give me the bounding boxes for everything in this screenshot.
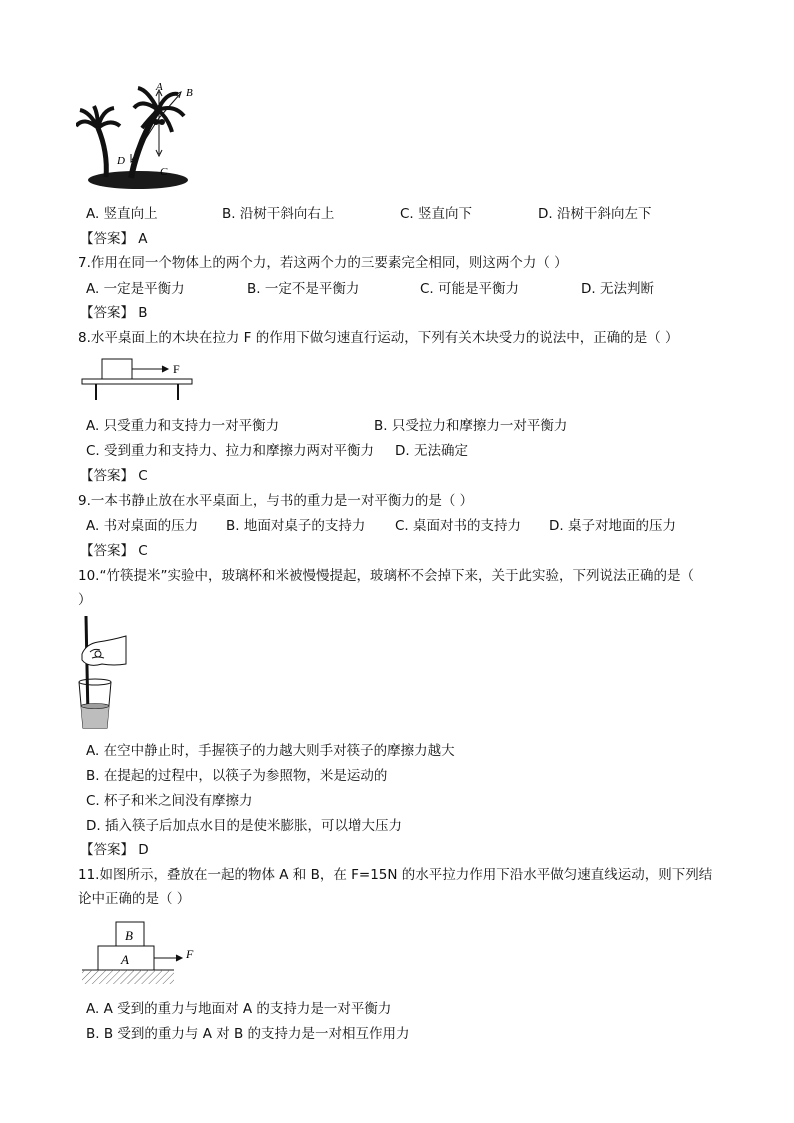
answer-value: C [138,543,148,559]
q7-stem: 7.作用在同一个物体上的两个力，若这两个力的三要素完全相同，则这两个力（ ） [78,255,568,271]
answer-value: A [138,231,148,247]
q6-answer [80,230,148,248]
answer-label: 【答案】 [80,543,134,559]
fig-label-c: C [160,166,168,178]
answer-label: 【答案】 [80,468,134,484]
q8-option-c: C. 受到重力和支持力、拉力和摩擦力两对平衡力 [86,443,375,459]
q7-answer [80,304,148,322]
fig-label-f: F [173,362,180,376]
fig-label-f: F [186,947,194,961]
q10-stem-line2: ） [78,592,92,608]
answer-value: C [138,468,148,484]
q6-option-c: C. 竖直向下 [400,206,473,222]
block-on-table-figure [80,356,196,402]
q10-answer [80,841,149,859]
q9-stem: 9.一本书静止放在水平桌面上，与书的重力是一对平衡力的是（ ） [78,493,474,509]
q11-stem-line2: 论中正确的是（ ） [78,891,191,907]
q9-answer [80,542,148,560]
q8-option-d: D. 无法确定 [395,443,468,459]
q8-stem: 8.水平桌面上的木块在拉力 F 的作用下做匀速直行运动，下列有关木块受力的说法中，正确的是（ ） [78,330,679,346]
q9-option-a: A. 书对桌面的压力 [86,518,199,534]
q8-answer [80,467,148,485]
answer-value: D [138,842,149,858]
answer-label: 【答案】 [80,305,134,321]
q9-option-b: B. 地面对桌子的支持力 [226,518,366,534]
q8-option-b: B. 只受拉力和摩擦力一对平衡力 [374,418,568,434]
palm-tree-figure [76,82,206,194]
fig-label-b: B [186,87,193,99]
stacked-blocks-figure [80,918,204,990]
answer-label: 【答案】 [80,842,134,858]
q6-option-b: B. 沿树干斜向右上 [222,206,335,222]
fig-label-b: B [125,928,133,943]
q7-option-d: D. 无法判断 [581,281,654,297]
q7-option-a: A. 一定是平衡力 [86,281,185,297]
q9-option-d: D. 桌子对地面的压力 [549,518,676,534]
q10-option-b: B. 在提起的过程中，以筷子为参照物，米是运动的 [86,768,388,784]
q6-option-a: A. 竖直向上 [86,206,158,222]
q7-option-b: B. 一定不是平衡力 [247,281,360,297]
fig-label-d: D [117,155,125,167]
chopstick-rice-figure [76,614,128,732]
q10-option-c: C. 杯子和米之间没有摩擦力 [86,793,253,809]
q10-option-d: D. 插入筷子后加点水目的是使米膨胀，可以增大压力 [86,818,402,834]
answer-value: B [138,305,148,321]
q6-option-d: D. 沿树干斜向左下 [538,206,652,222]
q10-stem-line1: 10.“竹筷提米”实验中，玻璃杯和米被慢慢提起，玻璃杯不会掉下来，关于此实验，下列说法正确的是（ [78,568,694,584]
q11-option-b: B. B 受到的重力与 A 对 B 的支持力是一对相互作用力 [86,1026,410,1042]
fig-label-a: A [121,952,129,967]
q11-stem-line1: 11.如图所示，叠放在一起的物体 A 和 B，在 F=15N 的水平拉力作用下沿水平做匀速直线运动，则下列结 [78,867,713,883]
q11-option-a: A. A 受到的重力与地面对 A 的支持力是一对平衡力 [86,1001,392,1017]
q8-option-a: A. 只受重力和支持力一对平衡力 [86,418,280,434]
answer-label: 【答案】 [80,231,134,247]
q9-option-c: C. 桌面对书的支持力 [395,518,522,534]
fig-label-a: A [156,82,163,93]
q7-option-c: C. 可能是平衡力 [420,281,520,297]
q10-option-a: A. 在空中静止时，手握筷子的力越大则手对筷子的摩擦力越大 [86,743,455,759]
